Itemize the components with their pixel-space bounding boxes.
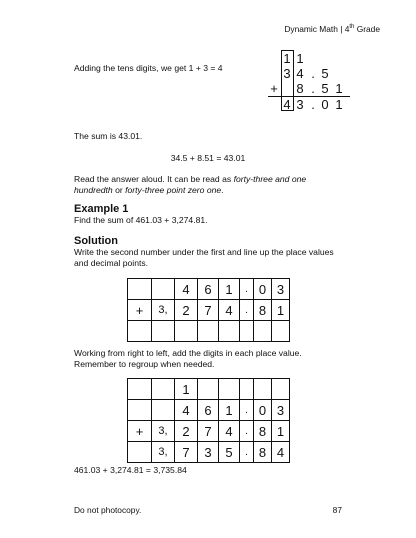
grid-cell	[254, 379, 272, 400]
grid-cell	[128, 442, 152, 463]
page-header	[284, 24, 380, 34]
grid-cell	[272, 379, 290, 400]
grid-cell: 0	[254, 279, 272, 300]
grid-cell: 6	[198, 279, 219, 300]
grid-cell: 3,	[152, 421, 175, 442]
grid-cell: .	[240, 279, 254, 300]
grid-cell: 3	[272, 400, 290, 421]
read-aloud-or: or	[112, 185, 126, 195]
grid-cell: 3,	[152, 442, 175, 463]
grid-cell	[254, 321, 272, 342]
grid-row	[128, 421, 290, 442]
grid-cell: 2	[175, 300, 198, 321]
vertical-sum-digit	[333, 51, 345, 66]
sum-statement: The sum is 43.01.	[74, 131, 143, 141]
grid-cell: 8	[254, 300, 272, 321]
vertical-sum-row	[268, 97, 350, 112]
grid-cell: 1	[219, 400, 240, 421]
grid-cell: 1	[219, 279, 240, 300]
place-value-grid-1	[127, 278, 290, 342]
grid-cell: 2	[175, 421, 198, 442]
grid-cell	[152, 279, 175, 300]
vertical-sum-digit: 3	[283, 66, 291, 81]
vertical-sum-digit: 1	[283, 51, 291, 66]
grid-cell	[219, 321, 240, 342]
grid-cell	[198, 321, 219, 342]
page-number: 87	[332, 505, 342, 515]
grid-cell	[198, 379, 219, 400]
vertical-sum-digit: 5	[321, 66, 329, 81]
read-aloud-text: Read the answer aloud. It can be read as	[74, 174, 234, 184]
example-text: Find the sum of 461.03 + 3,274.81.	[74, 215, 208, 225]
grid-row	[128, 321, 290, 342]
vertical-sum-digit	[268, 97, 280, 112]
vertical-sum-row	[268, 81, 350, 96]
grid-cell: .	[240, 400, 254, 421]
header-sup: th	[349, 24, 355, 31]
grid-cell: 5	[219, 442, 240, 463]
grid-cell: 4	[175, 279, 198, 300]
grid-cell	[128, 400, 152, 421]
grid-row	[128, 400, 290, 421]
grid-cell: 4	[175, 400, 198, 421]
grid-cell	[240, 321, 254, 342]
read-aloud-italic-1: forty-three and one	[233, 174, 307, 184]
grid-cell: 6	[198, 400, 219, 421]
grid-cell: 3,	[152, 300, 175, 321]
solution-text-1: Write the second number under the first and line up the place values	[74, 247, 334, 257]
footer-copyright: Do not photocopy.	[74, 505, 142, 515]
grid-row	[128, 300, 290, 321]
grid-cell	[152, 400, 175, 421]
grid-cell: +	[128, 421, 152, 442]
solution-heading: Solution	[74, 235, 118, 247]
grid-cell: 4	[272, 442, 290, 463]
grid-cell	[128, 279, 152, 300]
grid-cell	[175, 321, 198, 342]
grid-cell: 8	[254, 421, 272, 442]
grid-cell: .	[240, 421, 254, 442]
vertical-sum-digit	[281, 81, 293, 96]
vertical-sum-digit: .	[311, 81, 315, 96]
vertical-sum-digit: 3	[296, 97, 304, 112]
grid-row	[128, 379, 290, 400]
grid-cell	[152, 379, 175, 400]
vertical-sum	[268, 50, 350, 112]
grid-cell: .	[240, 442, 254, 463]
vertical-sum-digit	[319, 51, 331, 66]
grid-cell: 8	[254, 442, 272, 463]
example-heading: Example 1	[74, 203, 129, 215]
grid-cell: 4	[219, 421, 240, 442]
vertical-sum-digit: 0	[321, 97, 329, 112]
solution-text-2: and decimal points.	[74, 258, 149, 268]
grid-cell: +	[128, 300, 152, 321]
grid-cell: 7	[175, 442, 198, 463]
vertical-sum-digit: .	[311, 97, 315, 112]
grid-cell: 7	[198, 300, 219, 321]
vertical-sum-row	[268, 51, 350, 66]
vertical-sum-digit: 5	[321, 81, 329, 96]
vertical-sum-digit: +	[270, 81, 278, 96]
working-line-1: Working from right to left, add the digits in each place value.	[74, 348, 302, 358]
read-aloud-period: .	[221, 185, 224, 195]
grid-cell: .	[240, 300, 254, 321]
read-aloud-italic-3: forty-three point zero one	[125, 185, 222, 195]
grid-cell: 1	[272, 421, 290, 442]
vertical-sum-digit: 8	[296, 81, 304, 96]
grid-cell: 0	[254, 400, 272, 421]
vertical-sum-digit	[268, 51, 280, 66]
intro-line: Adding the tens digits, we get 1 + 3 = 4	[74, 63, 223, 73]
equation-1: 34.5 + 8.51 = 43.01	[170, 153, 246, 163]
grid-cell	[272, 321, 290, 342]
vertical-sum-digit	[268, 66, 280, 81]
grid-row	[128, 279, 290, 300]
vertical-sum-digit	[333, 66, 345, 81]
grid-cell	[128, 379, 152, 400]
grid-cell: 3	[272, 279, 290, 300]
read-aloud-italic-2: hundredth	[74, 185, 113, 195]
working-line-2: Remember to regroup when needed.	[74, 359, 215, 369]
grid-row	[128, 442, 290, 463]
grid-cell: 7	[198, 421, 219, 442]
vertical-sum-digit: 4	[296, 66, 304, 81]
read-aloud-paragraph	[74, 174, 344, 196]
vertical-sum-digit: 4	[283, 97, 291, 112]
vertical-sum-digit: 1	[335, 81, 343, 96]
vertical-sum-digit	[307, 51, 319, 66]
grid-cell	[219, 379, 240, 400]
grid-cell: 3	[198, 442, 219, 463]
grid-cell	[240, 379, 254, 400]
place-value-grid-2	[127, 378, 290, 463]
grid-cell: 1	[175, 379, 198, 400]
vertical-sum-digit: 1	[296, 51, 304, 66]
header-title: Dynamic Math | 4	[284, 24, 350, 34]
grid-cell: 1	[272, 300, 290, 321]
grid-cell	[152, 321, 175, 342]
vertical-sum-digit: .	[311, 66, 315, 81]
grid-cell: 4	[219, 300, 240, 321]
vertical-sum-row	[268, 66, 350, 81]
final-equation: 461.03 + 3,274.81 = 3,735.84	[74, 465, 187, 475]
vertical-sum-digit: 1	[335, 97, 343, 112]
grid-cell	[128, 321, 152, 342]
header-suffix: Grade	[354, 24, 380, 34]
